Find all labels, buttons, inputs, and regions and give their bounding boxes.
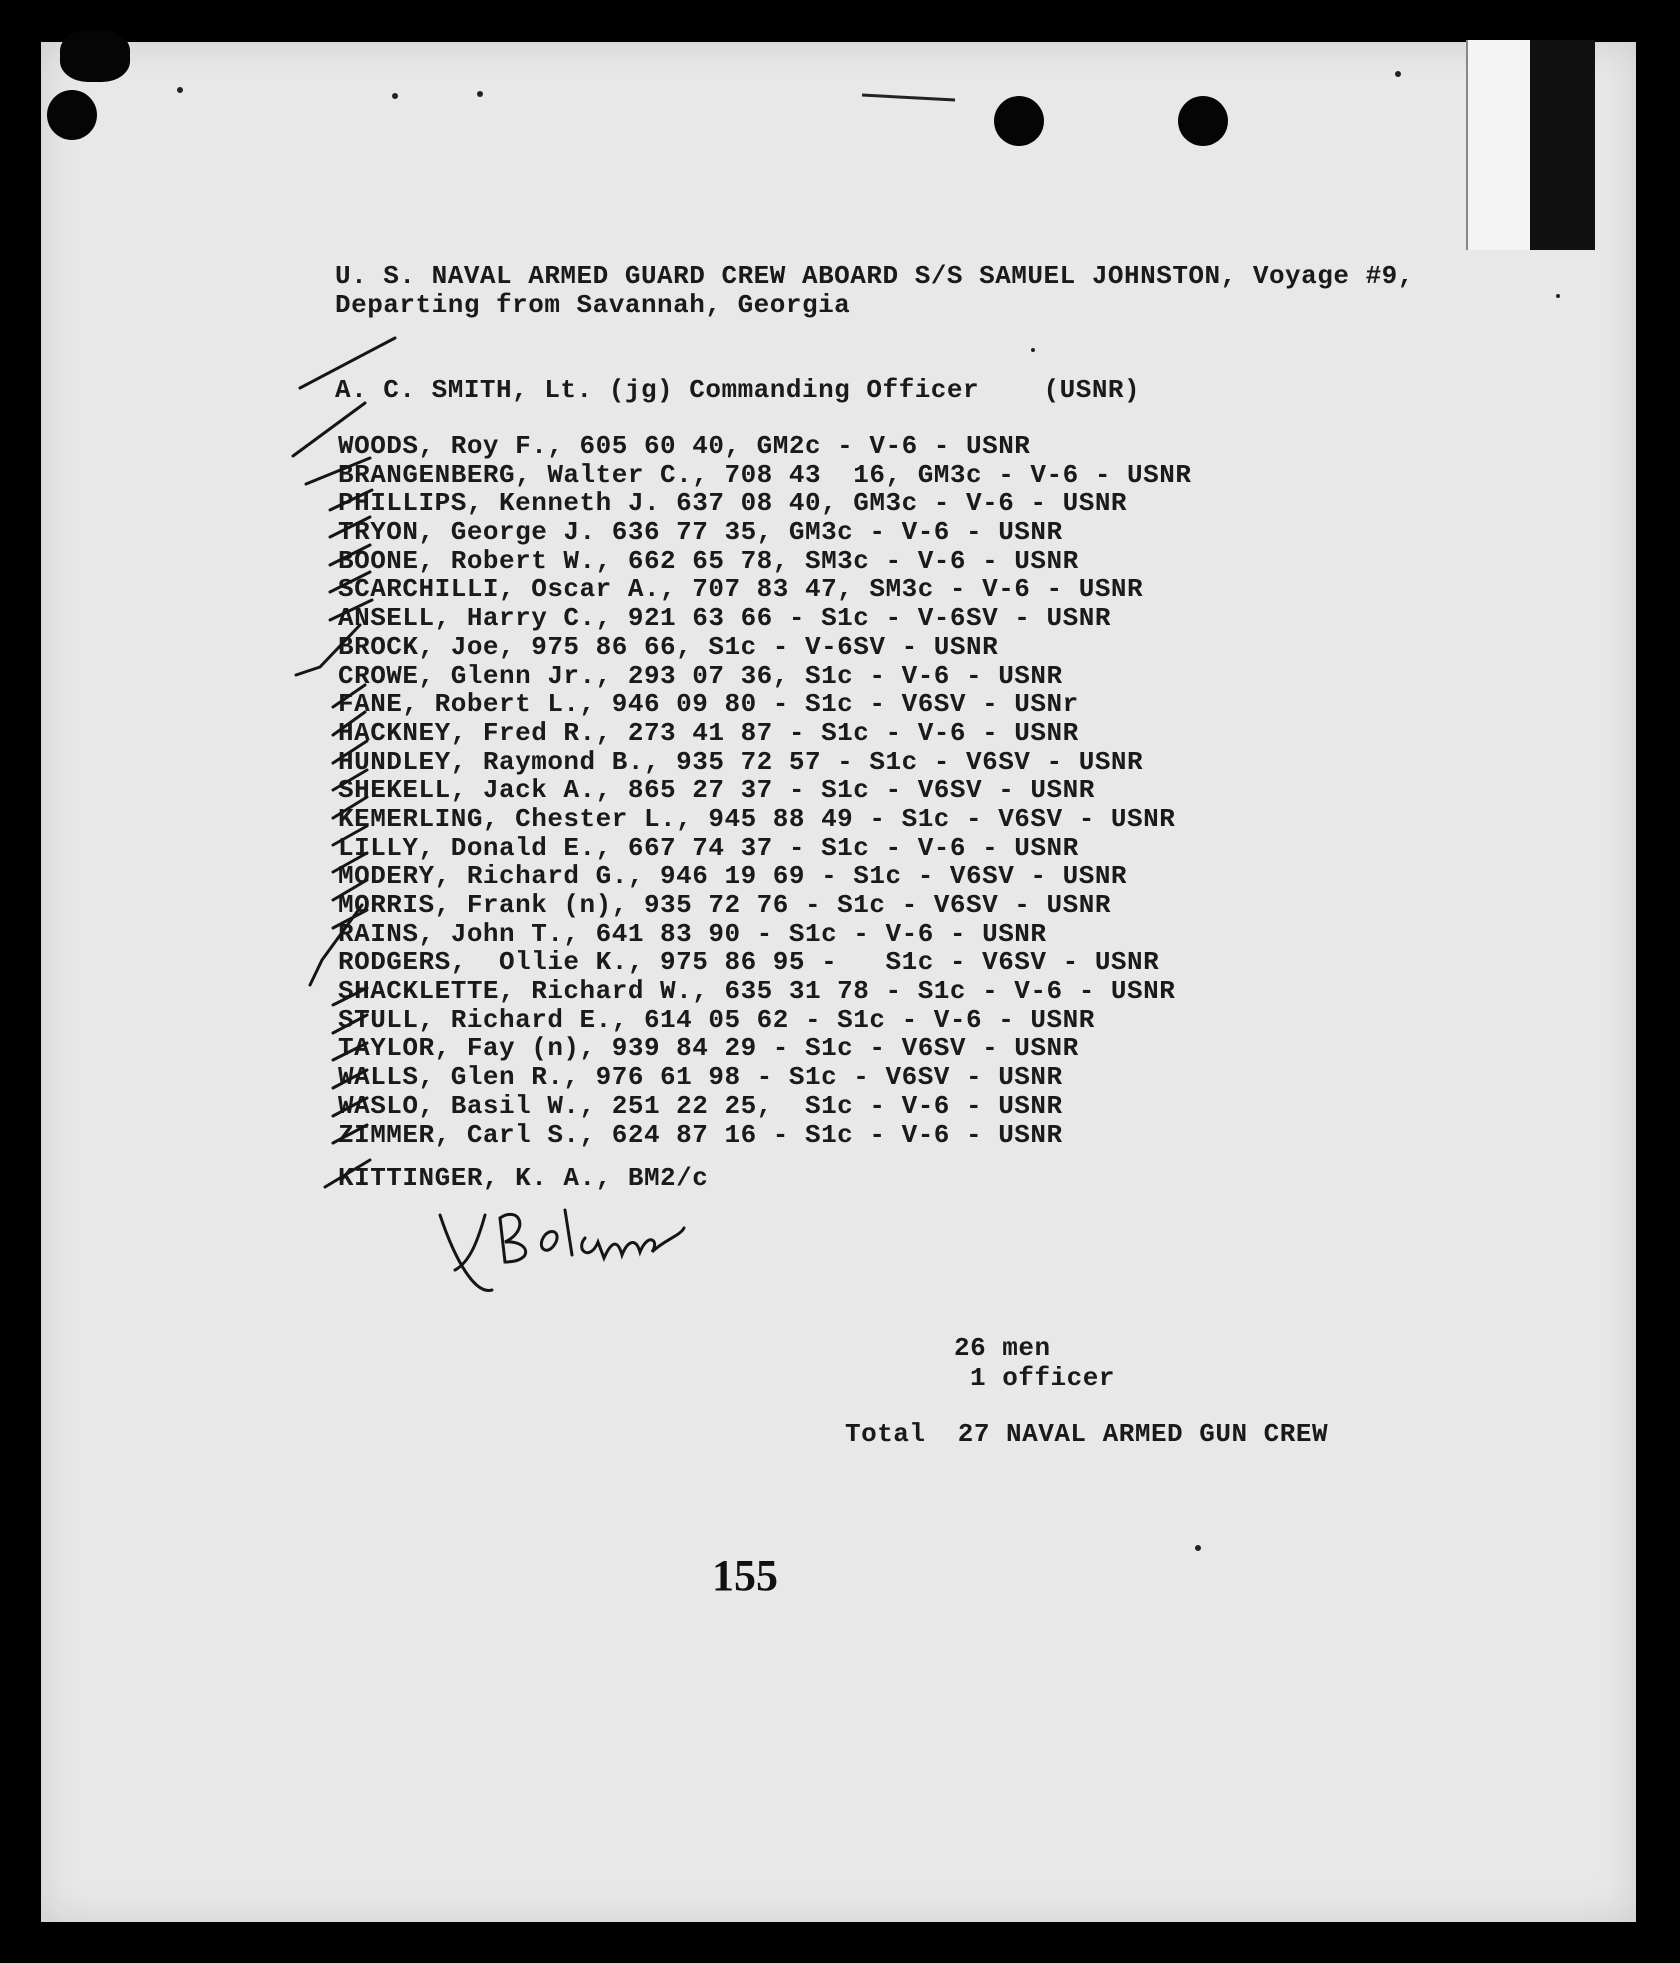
- check-mark: [310, 905, 362, 985]
- check-mark: [306, 458, 370, 484]
- crew-entry: WOODS, Roy F., 605 60 40, GM2c - V-6 - USNR: [338, 431, 1031, 461]
- check-mark: [333, 1070, 367, 1088]
- check-mark: [333, 988, 367, 1005]
- check-mark: [333, 685, 365, 707]
- extra-crew-member: KITTINGER, K. A., BM2/c: [338, 1163, 709, 1193]
- check-marks: [293, 338, 395, 1187]
- paper-smudge: [862, 95, 955, 100]
- signature-stroke: [440, 1215, 492, 1290]
- crew-entry: SHEKELL, Jack A., 865 27 37 - S1c - V6SV - USNR: [338, 775, 1095, 806]
- check-mark: [296, 625, 360, 675]
- check-mark: [300, 338, 395, 388]
- crew-entry: CROWE, Glenn Jr., 293 07 36, S1c - V-6 - USNR: [338, 660, 1063, 691]
- check-mark: [330, 517, 370, 537]
- check-mark: [333, 853, 367, 872]
- crew-entry: PHILLIPS, Kenneth J. 637 08 40, GM3c - V-6 - USNR: [338, 488, 1128, 519]
- header-line-1: U. S. NAVAL ARMED GUARD CREW ABOARD S/S SAMUEL JOHNSTON, Voyage #9,: [335, 261, 1414, 291]
- crew-entry: MODERY, Richard G., 946 19 69 - S1c - V6SV - USNR: [338, 861, 1128, 892]
- paper-specks: [177, 71, 1560, 1551]
- check-mark: [333, 712, 365, 735]
- check-mark: [325, 1160, 370, 1187]
- crew-entry: BRANGENBERG, Walter C., 708 43 16, GM3c - V-6 - USNR: [338, 459, 1192, 490]
- check-mark: [333, 741, 367, 763]
- crew-entry: RODGERS, Ollie K., 975 86 95 - S1c - V6SV - USNR: [338, 947, 1160, 978]
- check-mark: [333, 770, 367, 790]
- page-number: 155: [712, 1551, 778, 1600]
- crew-entry: BROCK, Joe, 975 86 66, S1c - V-6SV - USNR: [338, 631, 999, 662]
- check-mark: [333, 797, 367, 818]
- crew-entry: KEMERLING, Chester L., 945 88 49 - S1c - V6SV - USNR: [338, 803, 1176, 834]
- crew-entry: LILLY, Donald E., 667 74 37 - S1c - V-6 - USNR: [338, 832, 1079, 863]
- crew-entry: SCARCHILLI, Oscar A., 707 83 47, SM3c - V-6 - USNR: [338, 574, 1144, 605]
- crew-entry: SHACKLETTE, Richard W., 635 31 78 - S1c - V-6 - USNR: [338, 976, 1176, 1007]
- crew-entry: FANE, Robert L., 946 09 80 - S1c - V6SV - USNr: [338, 689, 1079, 720]
- check-mark: [293, 403, 365, 456]
- signature-stroke: [500, 1214, 526, 1262]
- signature-stroke: [541, 1210, 572, 1255]
- crew-entry: WASLO, Basil W., 251 22 25, S1c - V-6 - USNR: [338, 1090, 1063, 1121]
- crew-entry: ZIMMER, Carl S., 624 87 16 - S1c - V-6 - USNR: [338, 1119, 1063, 1150]
- count-men: 26 men: [954, 1333, 1051, 1363]
- crew-entry: MORRIS, Frank (n), 935 72 76 - S1c - V6SV - USNR: [338, 890, 1111, 920]
- crew-entry: TRYON, George J. 636 77 35, GM3c - V-6 - USNR: [338, 517, 1063, 548]
- check-mark: [330, 545, 370, 565]
- crew-entry: ANSELL, Harry C., 921 63 66 - S1c - V-6SV - USNR: [338, 603, 1111, 634]
- check-mark: [333, 1015, 367, 1033]
- header-line-2: Departing from Savannah, Georgia: [335, 290, 851, 320]
- crew-entry: WALLS, Glen R., 976 61 98 - S1c - V6SV - USNR: [338, 1062, 1063, 1093]
- crew-entry: HUNDLEY, Raymond B., 935 72 57 - S1c - V6SV - USNR: [338, 746, 1144, 777]
- check-mark: [333, 880, 367, 900]
- check-mark: [330, 600, 372, 620]
- commanding-officer: A. C. SMITH, Lt. (jg) Commanding Officer (USNR): [335, 375, 1141, 405]
- signature-stroke: [582, 1228, 684, 1258]
- crew-entry: BOONE, Robert W., 662 65 78, SM3c - V-6 - USNR: [338, 545, 1079, 576]
- crew-entry: STULL, Richard E., 614 05 62 - S1c - V-6 - USNR: [338, 1004, 1095, 1035]
- check-mark: [333, 1125, 367, 1143]
- check-mark: [330, 572, 370, 592]
- crew-entry: HACKNEY, Fred R., 273 41 87 - S1c - V-6 - USNR: [338, 717, 1079, 748]
- check-mark: [333, 1043, 367, 1060]
- total-line: Total 27 NAVAL ARMED GUN CREW: [845, 1419, 1329, 1449]
- check-mark: [330, 490, 372, 510]
- count-officer: 1 officer: [970, 1363, 1115, 1393]
- check-mark: [333, 826, 367, 845]
- check-mark: [333, 1098, 367, 1116]
- crew-entry: RAINS, John T., 641 83 90 - S1c - V-6 - USNR: [338, 918, 1047, 949]
- crew-entry: TAYLOR, Fay (n), 939 84 29 - S1c - V6SV - USNR: [338, 1033, 1079, 1064]
- signature: [440, 1210, 684, 1290]
